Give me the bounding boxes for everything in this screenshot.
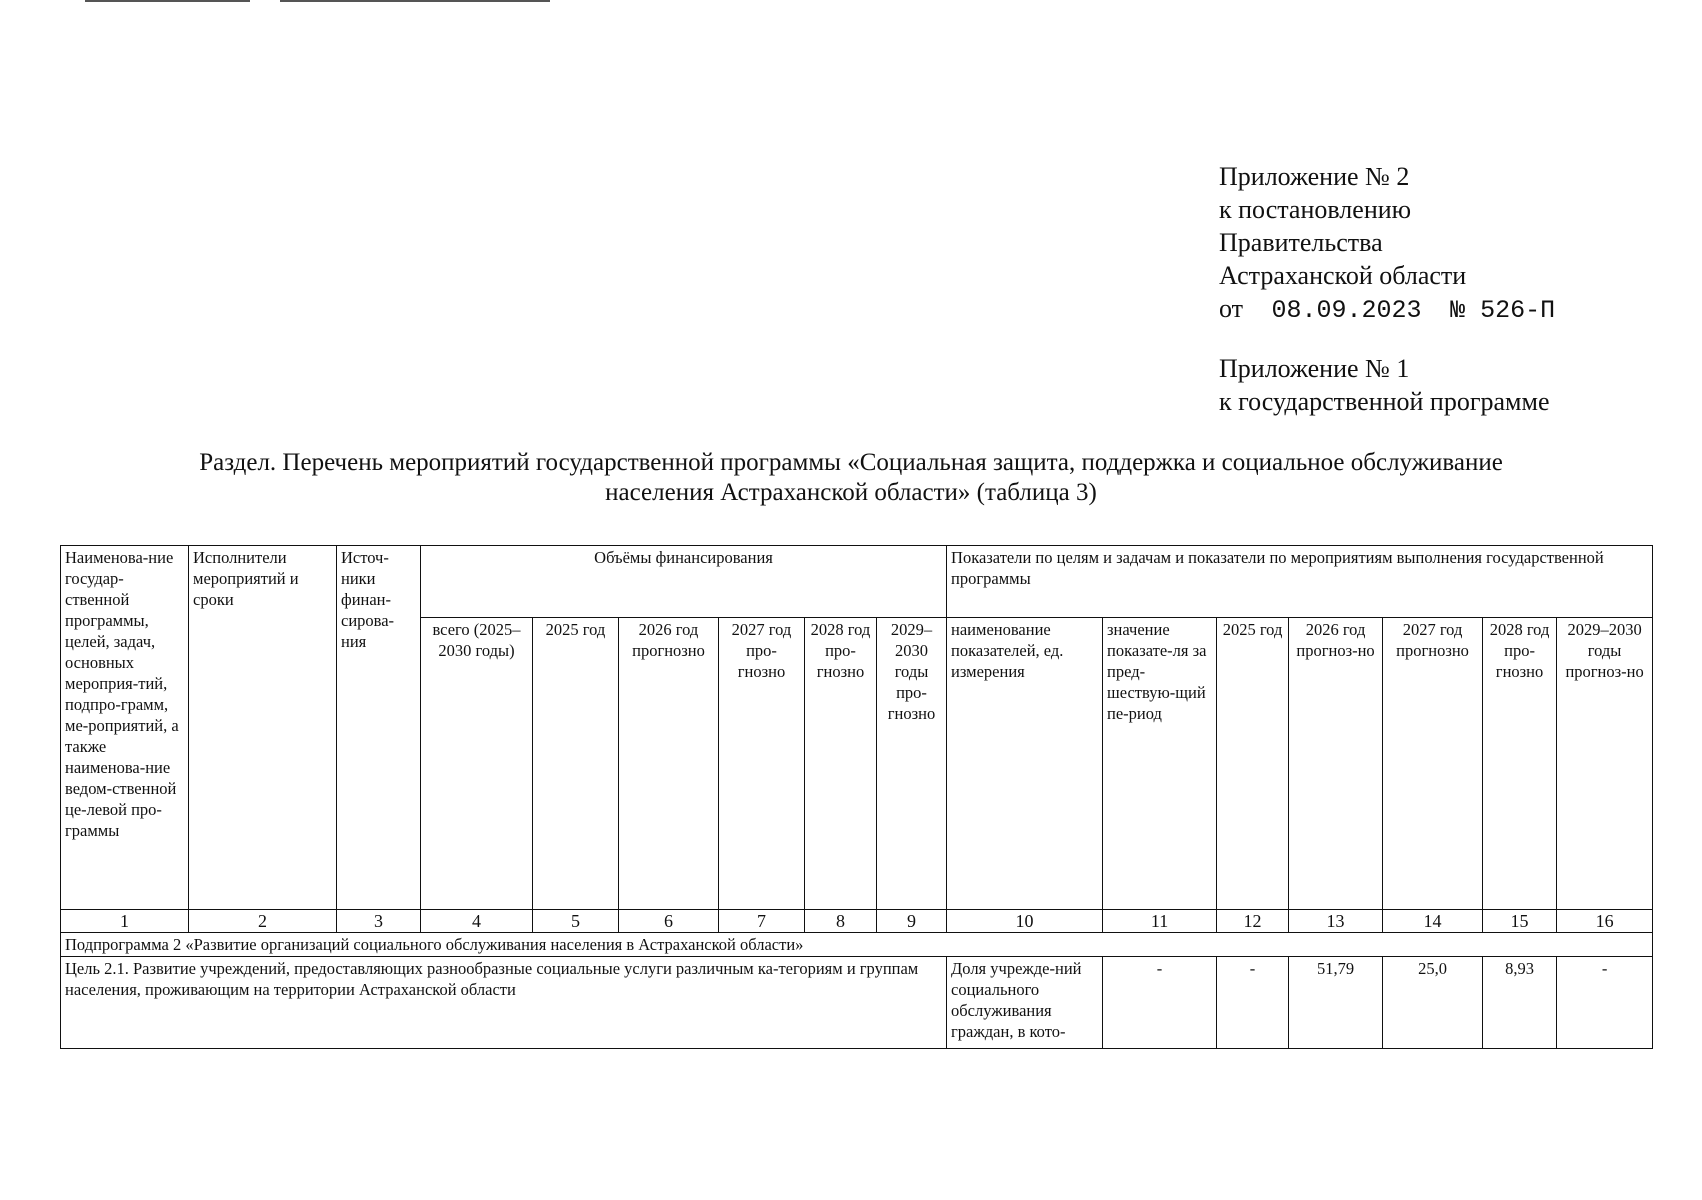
appendix-1-line: к государственной программе <box>1219 387 1550 416</box>
appendix-2-line: Астраханской области <box>1219 261 1467 290</box>
column-number: 14 <box>1383 910 1483 933</box>
scan-artifact-line <box>280 0 550 2</box>
goal-row <box>61 957 1653 1049</box>
appendix-2-line: к постановлению <box>1219 195 1412 224</box>
appendix-2-date-line <box>1219 292 1555 327</box>
header-name: Наименова-ние государ-ственной программы, целей, задач, основных мероприя-тий, подпро-грамм, ме-роприятий, а также наименова-ние ведом-ственной це-левой про-граммы <box>61 546 189 910</box>
header-indicator-2029-2030: 2029–2030 годы прогноз-но <box>1557 618 1653 910</box>
measures-table <box>60 545 1653 1049</box>
goal-indicator-2029-2030: - <box>1557 957 1653 1049</box>
subprogram-row <box>61 933 1653 957</box>
goal-text: Цель 2.1. Развитие учреждений, предоставляющих разнообразные социальные услуги различным ка-тегориям и группам населения, проживающим на территории Астраханской области <box>61 957 947 1049</box>
header-funding-total: всего (2025–2030 годы) <box>421 618 533 910</box>
header-executors: Исполнители мероприятий и сроки <box>189 546 337 910</box>
goal-indicator-2025: - <box>1217 957 1289 1049</box>
header-indicator-2028: 2028 год про-гнозно <box>1483 618 1557 910</box>
goal-indicator-prev: - <box>1103 957 1217 1049</box>
appendix-2-line: Правительства <box>1219 228 1383 257</box>
header-indicator-2027: 2027 год прогнозно <box>1383 618 1483 910</box>
header-funding-2028: 2028 год про-гнозно <box>805 618 877 910</box>
header-sources: Источ-ники финан-сирова-ния <box>337 546 421 910</box>
header-funding-2029-2030: 2029–2030 годы про-гнозно <box>877 618 947 910</box>
column-number-row <box>61 910 1653 933</box>
column-number: 8 <box>805 910 877 933</box>
goal-indicator-2026: 51,79 <box>1289 957 1383 1049</box>
column-number: 11 <box>1103 910 1217 933</box>
column-number: 12 <box>1217 910 1289 933</box>
goal-indicator-name: Доля учрежде-ний социального обслуживания граждан, в кото- <box>947 957 1103 1049</box>
header-funding-group: Объёмы финансирования <box>421 546 947 618</box>
column-number: 3 <box>337 910 421 933</box>
scan-artifact-line <box>85 0 250 2</box>
section-heading-line: населения Астраханской области» (таблица 3) <box>605 479 1097 506</box>
column-number: 6 <box>619 910 719 933</box>
header-indicator-name: наименование показателей, ед. измерения <box>947 618 1103 910</box>
goal-indicator-2027: 25,0 <box>1383 957 1483 1049</box>
column-number: 4 <box>421 910 533 933</box>
appendix-1-block <box>1219 352 1550 418</box>
header-row-1 <box>61 546 1653 618</box>
column-number: 1 <box>61 910 189 933</box>
header-indicator-2026: 2026 год прогноз-но <box>1289 618 1383 910</box>
appendix-1-title: Приложение № 1 <box>1219 354 1410 383</box>
appendix-2-block <box>1219 160 1555 327</box>
header-funding-2027: 2027 год про-гнозно <box>719 618 805 910</box>
column-number: 5 <box>533 910 619 933</box>
column-number: 15 <box>1483 910 1557 933</box>
column-number: 2 <box>189 910 337 933</box>
column-number: 9 <box>877 910 947 933</box>
column-number: 13 <box>1289 910 1383 933</box>
header-funding-2025: 2025 год <box>533 618 619 910</box>
header-indicator-2025: 2025 год <box>1217 618 1289 910</box>
column-number: 7 <box>719 910 805 933</box>
section-heading <box>60 448 1642 508</box>
from-label: от <box>1219 294 1244 323</box>
header-indicators-group: Показатели по целям и задачам и показатели по мероприятиям выполнения государственной программы <box>947 546 1653 618</box>
appendix-2-title: Приложение № 2 <box>1219 162 1410 191</box>
resolution-number: № 526-П <box>1450 296 1556 325</box>
resolution-date: 08.09.2023 <box>1271 296 1422 325</box>
column-number: 10 <box>947 910 1103 933</box>
header-funding-2026: 2026 год прогнозно <box>619 618 719 910</box>
column-number: 16 <box>1557 910 1653 933</box>
section-heading-line: Раздел. Перечень мероприятий государственной программы «Социальная защита, поддержка и социальное обслуживание <box>199 449 1503 476</box>
header-indicator-prev: значение показате-ля за пред-шествую-щий пе-риод <box>1103 618 1217 910</box>
goal-indicator-2028: 8,93 <box>1483 957 1557 1049</box>
subprogram-title: Подпрограмма 2 «Развитие организаций социального обслуживания населения в Астраханской области» <box>61 933 1653 957</box>
